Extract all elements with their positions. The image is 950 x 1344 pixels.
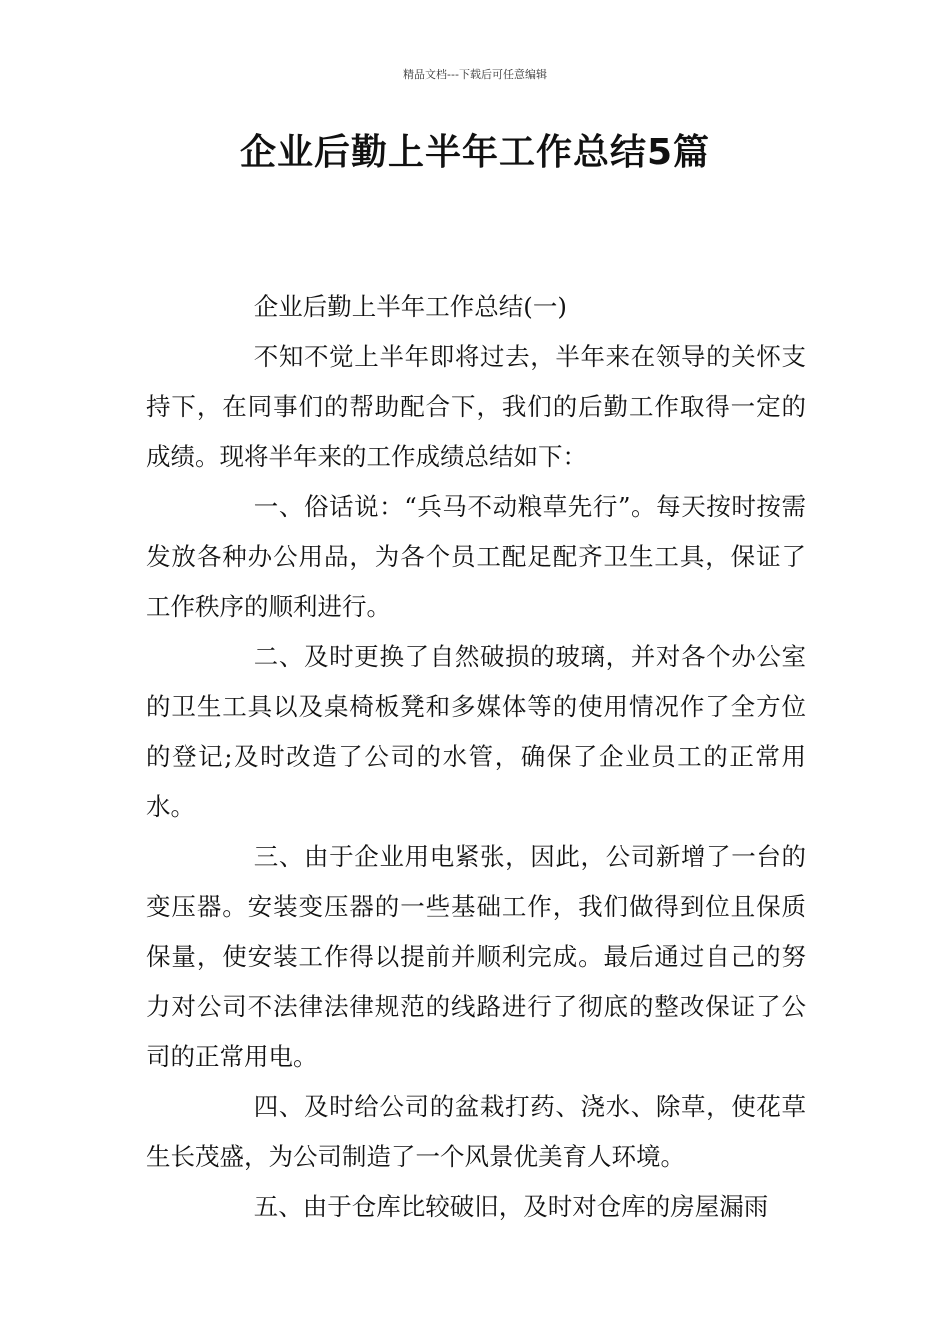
- paragraph-item-1: 一、俗话说：“兵马不动粮草先行”。每天按时按需发放各种办公用品，为各个员工配足配齐卫生工具，保证了工作秩序的顺利进行。: [146, 492, 806, 621]
- header-note: 精品文档---下载后可任意编辑: [403, 68, 547, 81]
- paragraph-item-5: 五、由于仓库比较破旧，及时对仓库的房屋漏雨: [253, 1192, 769, 1221]
- document-title: 企业后勤上半年工作总结5篇: [239, 132, 711, 173]
- paragraph-item-4: 四、及时给公司的盆栽打药、浇水、除草，使花草生长茂盛，为公司制造了一个风景优美育人环境。: [146, 1092, 806, 1171]
- document-body: [146, 282, 806, 1232]
- section-heading: 企业后勤上半年工作总结(一): [253, 292, 567, 321]
- paragraph-intro: 不知不觉上半年即将过去，半年来在领导的关怀支持下，在同事们的帮助配合下，我们的后勤工作取得一定的成绩。现将半年来的工作成绩总结如下：: [146, 342, 806, 471]
- paragraph-item-2: 二、及时更换了自然破损的玻璃，并对各个办公室的卫生工具以及桌椅板凳和多媒体等的使用情况作了全方位的登记;及时改造了公司的水管，确保了企业员工的正常用水。: [146, 642, 806, 821]
- paragraph-item-3: 三、由于企业用电紧张，因此，公司新增了一台的变压器。安装变压器的一些基础工作，我们做得到位且保质保量，使安装工作得以提前并顺利完成。最后通过自己的努力对公司不法律法律规范的线路进行了彻底的整改保证了公司的正常用电。: [146, 842, 806, 1071]
